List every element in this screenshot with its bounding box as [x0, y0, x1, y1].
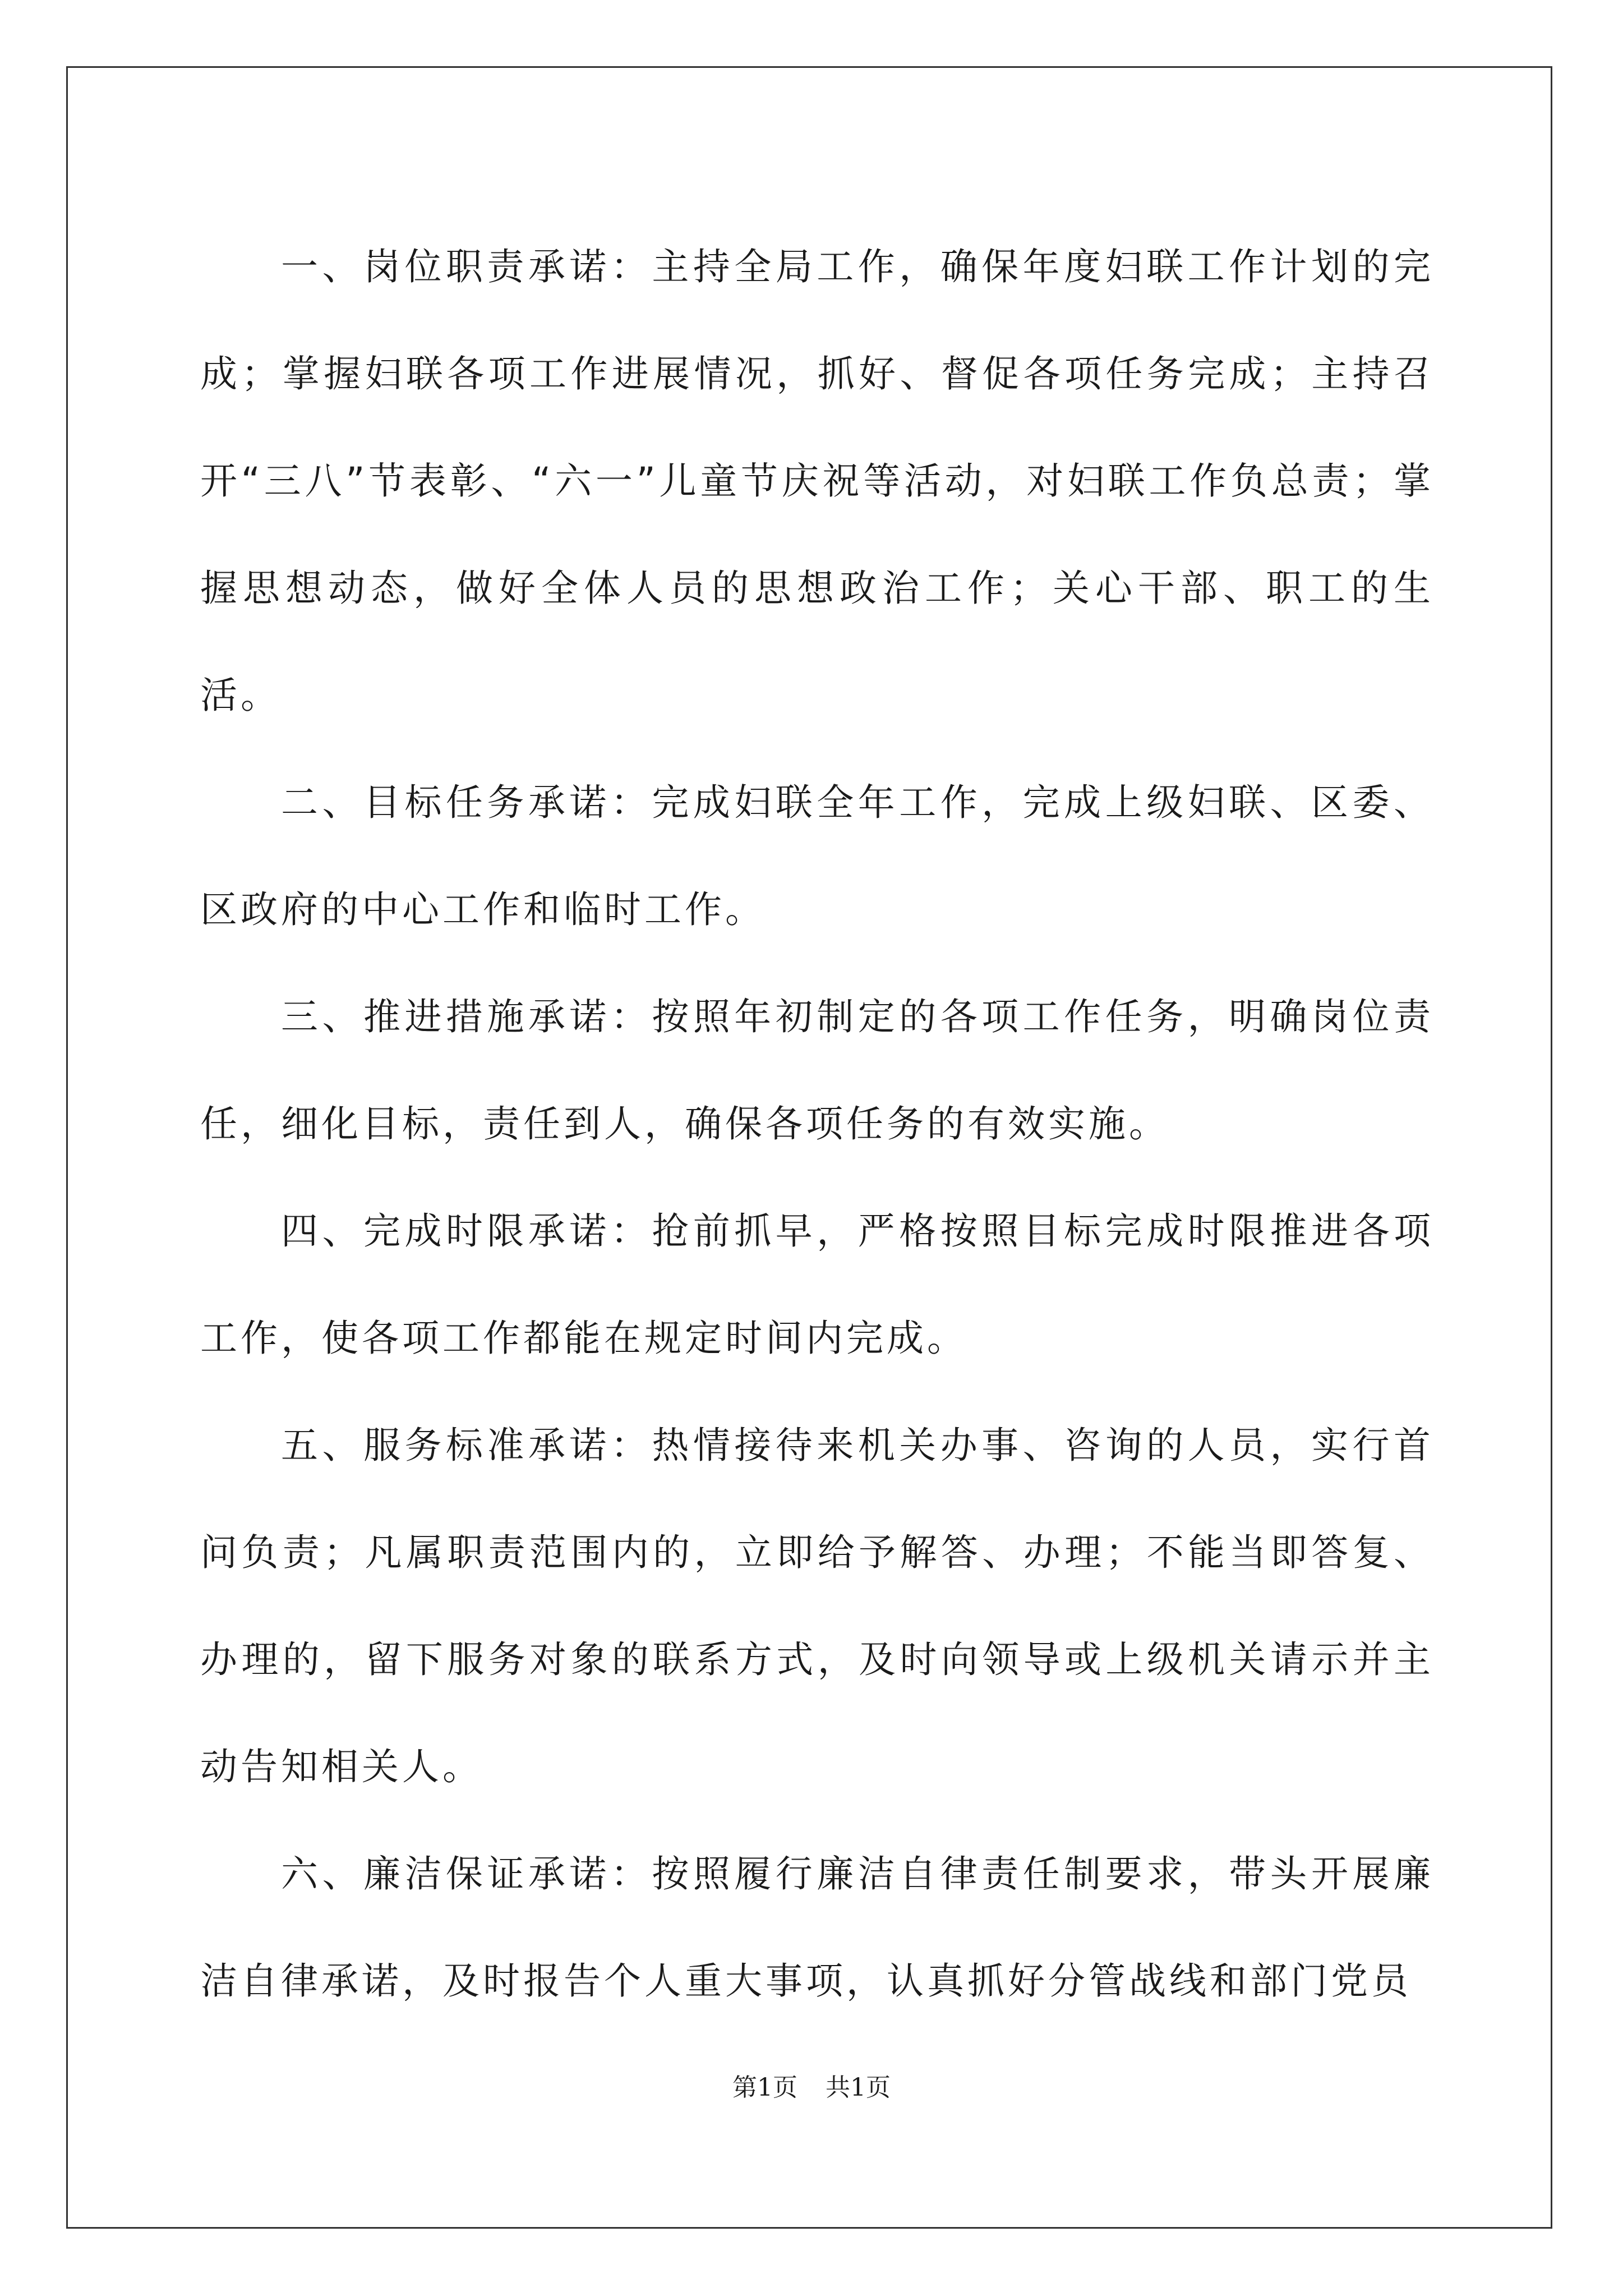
paragraph-5: 五、服务标准承诺：热情接待来机关办事、咨询的人员，实行首问负责；凡属职责范围内的，立即给予解答、办理；不能当即答复、办理的，留下服务对象的联系方式，及时向领导或上级机关请示并主动告知相关人。	[200, 1424, 1434, 1788]
page-footer	[0, 2071, 1623, 2105]
paragraph-1: 一、岗位职责承诺：主持全局工作，确保年度妇联工作计划的完成；掌握妇联各项工作进展情况，抓好、督促各项任务完成；主持召开“三八”节表彰、“六一”儿童节庆祝等活动，对妇联工作负总责；掌握思想动态，做好全体人员的思想政治工作；关心干部、职工的生活。	[200, 245, 1434, 717]
page-number: 第1页	[732, 2073, 797, 2102]
document-body	[200, 213, 1434, 2035]
paragraph-4: 四、完成时限承诺：抢前抓早，严格按照目标完成时限推进各项工作，使各项工作都能在规定时间内完成。	[200, 1209, 1434, 1360]
paragraph-2: 二、目标任务承诺：完成妇联全年工作，完成上级妇联、区委、区政府的中心工作和临时工作。	[200, 781, 1434, 931]
paragraph-3: 三、推进措施承诺：按照年初制定的各项工作任务，明确岗位责任，细化目标，责任到人，确保各项任务的有效实施。	[200, 995, 1434, 1145]
page-total: 共1页	[826, 2073, 891, 2102]
paragraph-6: 六、廉洁保证承诺：按照履行廉洁自律责任制要求，带头开展廉洁自律承诺，及时报告个人重大事项，认真抓好分管战线和部门党员	[200, 1852, 1434, 2003]
